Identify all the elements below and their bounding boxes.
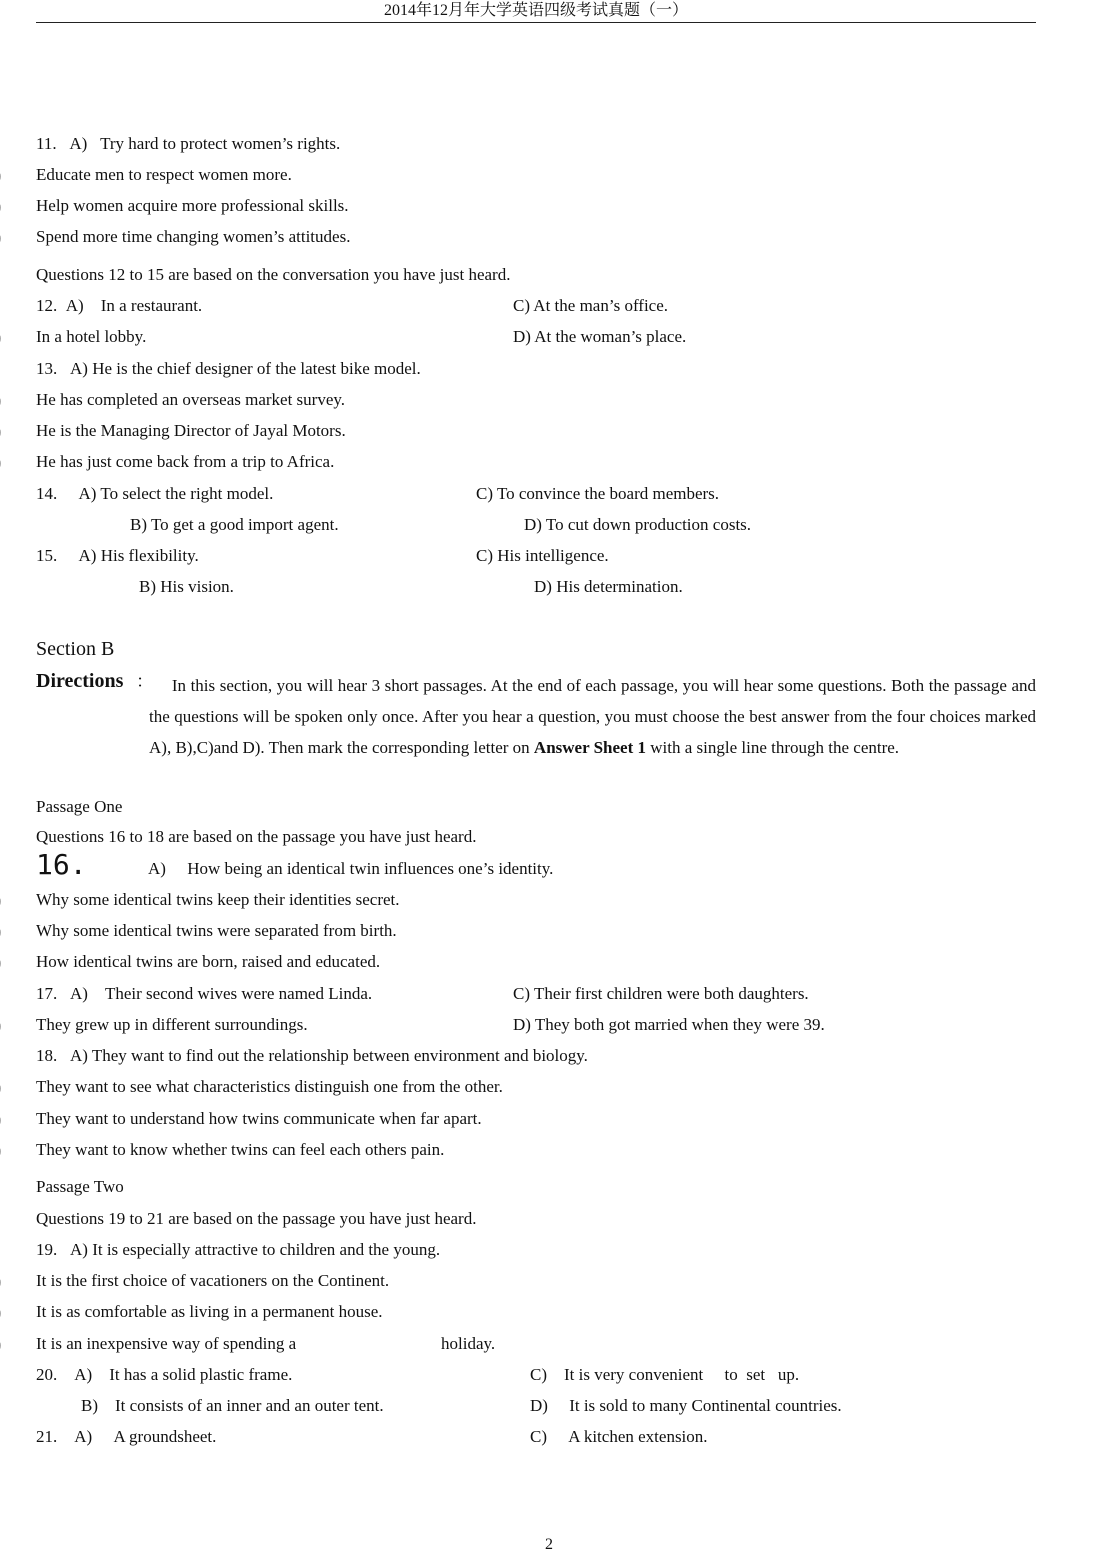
question-15-option-c: C) His intelligence.	[476, 546, 609, 565]
question-20-option-a: 20. A) It has a solid plastic frame.	[36, 1365, 293, 1384]
question-19-option-d-end: holiday.	[441, 1334, 496, 1353]
question-11-option-d: Spend more time changing women’s attitudes.	[36, 227, 351, 246]
margin-marker	[0, 920, 1, 942]
margin-marker	[0, 1014, 1, 1036]
directions-text: In this section, you will hear 3 short passages. At the end of each passage, you will hear some questions. Both the passage and the questions will be spoken only once. After you hear a question, you must choose the best answer from the four choices marked A), B),C)and D). Then mark the corresponding letter on Answer Sheet 1 with a single line through the centre.	[149, 676, 1037, 757]
passage-one-intro: Questions 16 to 18 are based on the passage you have just heard.	[36, 827, 477, 846]
question-18-option-d: They want to know whether twins can feel each others pain.	[36, 1140, 445, 1159]
question-16-option-d: How identical twins are born, raised and educated.	[36, 952, 381, 971]
margin-marker	[0, 1333, 1, 1355]
question-11-option-b: Educate men to respect women more.	[36, 165, 292, 184]
question-16-option-a: A) How being an identical twin influences one’s identity.	[148, 859, 554, 878]
passage-two-intro: Questions 19 to 21 are based on the passage you have just heard.	[36, 1209, 477, 1228]
question-13-option-a: 13. A) He is the chief designer of the latest bike model.	[36, 359, 421, 378]
question-15-option-d: D) His determination.	[534, 577, 683, 596]
question-14-option-b: B) To get a good import agent.	[130, 515, 339, 534]
question-12-option-c: C) At the man’s office.	[513, 296, 669, 315]
question-19-option-d: It is an inexpensive way of spending a	[36, 1334, 297, 1353]
margin-marker	[0, 1076, 1, 1098]
question-21-option-a: 21. A) A groundsheet.	[36, 1427, 217, 1446]
question-20-option-b: B) It consists of an inner and an outer tent.	[81, 1396, 384, 1415]
margin-marker	[0, 951, 1, 973]
question-16-number: 16.	[36, 848, 87, 881]
question-12-option-a: 12. A) In a restaurant.	[36, 296, 203, 315]
question-11-option-a: 11. A) Try hard to protect women’s rights.	[36, 134, 341, 153]
question-19-option-c: It is as comfortable as living in a permanent house.	[36, 1302, 383, 1321]
questions-12-15-intro: Questions 12 to 15 are based on the conversation you have just heard.	[36, 265, 511, 284]
question-12-option-b: In a hotel lobby.	[36, 327, 147, 346]
question-20-option-d: D) It is sold to many Continental countries.	[530, 1396, 842, 1415]
margin-marker	[0, 1108, 1, 1130]
margin-marker	[0, 164, 1, 186]
margin-marker	[0, 226, 1, 248]
section-b-title: Section B	[36, 638, 115, 660]
question-18-option-a: 18. A) They want to find out the relationship between environment and biology.	[36, 1046, 588, 1065]
question-18-option-b: They want to see what characteristics distinguish one from the other.	[36, 1077, 503, 1096]
question-17-option-d: D) They both got married when they were 39.	[513, 1015, 825, 1034]
margin-marker	[0, 326, 1, 348]
question-12-option-d: D) At the woman’s place.	[513, 327, 687, 346]
margin-marker	[0, 889, 1, 911]
answer-sheet-label: Answer Sheet 1	[533, 738, 646, 757]
question-21-option-c: C) A kitchen extension.	[530, 1427, 708, 1446]
page-header: 2014年12月年大学英语四级考试真题（一）	[36, 0, 1036, 23]
passage-one-title: Passage One	[36, 797, 123, 816]
margin-marker	[0, 420, 1, 442]
margin-marker	[0, 451, 1, 473]
question-15-option-b: B) His vision.	[139, 577, 234, 596]
question-14-option-a: 14. A) To select the right model.	[36, 484, 274, 503]
directions-heading: Directions ：	[36, 670, 154, 692]
margin-marker	[0, 1301, 1, 1323]
question-13-option-c: He is the Managing Director of Jayal Motors.	[36, 421, 346, 440]
question-19-option-b: It is the first choice of vacationers on the Continent.	[36, 1271, 390, 1290]
question-number: 11.	[36, 134, 57, 153]
question-13-option-d: He has just come back from a trip to Africa.	[36, 452, 335, 471]
margin-marker	[0, 1139, 1, 1161]
question-15-option-a: 15. A) His flexibility.	[36, 546, 199, 565]
question-13-option-b: He has completed an overseas market survey.	[36, 390, 346, 409]
question-19-option-a: 19. A) It is especially attractive to children and the young.	[36, 1240, 441, 1259]
question-14-option-d: D) To cut down production costs.	[524, 515, 752, 534]
question-16-option-b: Why some identical twins keep their identities secret.	[36, 890, 400, 909]
question-17-option-a: 17. A) Their second wives were named Linda.	[36, 984, 373, 1003]
passage-two-title: Passage Two	[36, 1177, 124, 1196]
directions-label: Directions	[36, 670, 124, 692]
question-16-option-c: Why some identical twins were separated from birth.	[36, 921, 397, 940]
question-18-option-c: They want to understand how twins communicate when far apart.	[36, 1109, 482, 1128]
page-number: 2	[545, 1536, 553, 1553]
question-17-option-c: C) Their first children were both daughters.	[513, 984, 809, 1003]
question-14-option-c: C) To convince the board members.	[476, 484, 720, 503]
question-17-option-b: They grew up in different surroundings.	[36, 1015, 308, 1034]
question-20-option-c: C) It is very convenient to set up.	[530, 1365, 800, 1384]
margin-marker	[0, 195, 1, 217]
question-11-option-c: Help women acquire more professional skills.	[36, 196, 349, 215]
margin-marker	[0, 389, 1, 411]
margin-marker	[0, 1270, 1, 1292]
